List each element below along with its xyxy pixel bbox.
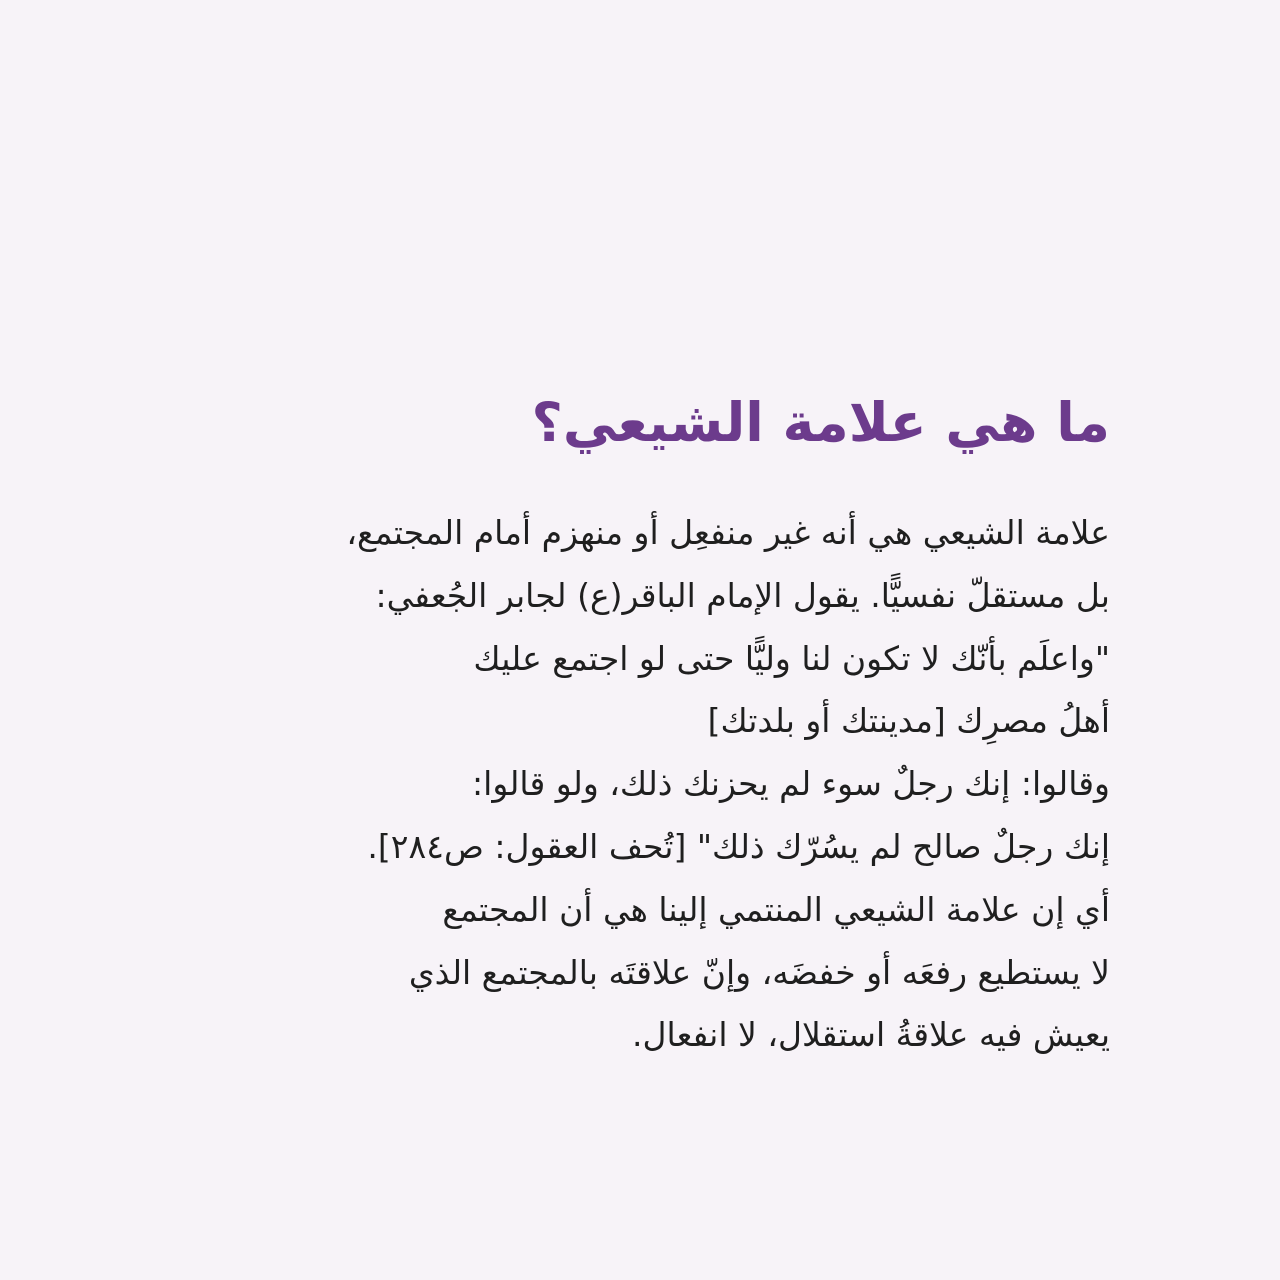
body-line: يعيش فيه علاقةُ استقلال، لا انفعال. bbox=[632, 1015, 1110, 1055]
page-title: ما هي علامة الشيعي؟ bbox=[531, 391, 1110, 454]
body-line: أهلُ مصرِك [مدينتك أو بلدتك] bbox=[707, 701, 1110, 741]
article-body bbox=[150, 502, 1110, 1067]
body-line: "واعلَم بأنّك لا تكون لنا وليًّا حتى لو اجتمع عليك bbox=[473, 638, 1110, 678]
body-line: علامة الشيعي هي أنه غير منفعِل أو منهزم أمام المجتمع، bbox=[346, 513, 1110, 552]
body-line: وقالوا: إنك رجلٌ سوء لم يحزنك ذلك، ولو قالوا: bbox=[472, 764, 1110, 804]
body-line: إنك رجلٌ صالح لم يسُرّك ذلك" [تُحف العقول: ص٢٨٤]. bbox=[367, 826, 1110, 866]
article bbox=[150, 378, 1110, 1067]
body-line: أي إن علامة الشيعي المنتمي إلينا هي أن المجتمع bbox=[442, 889, 1110, 929]
body-line: بل مستقلّ نفسيًّا. يقول الإمام الباقر(ع) لجابر الجُعفي: bbox=[375, 575, 1110, 615]
body-line: لا يستطيع رفعَه أو خفضَه، وإنّ علاقتَه بالمجتمع الذي bbox=[408, 952, 1110, 992]
